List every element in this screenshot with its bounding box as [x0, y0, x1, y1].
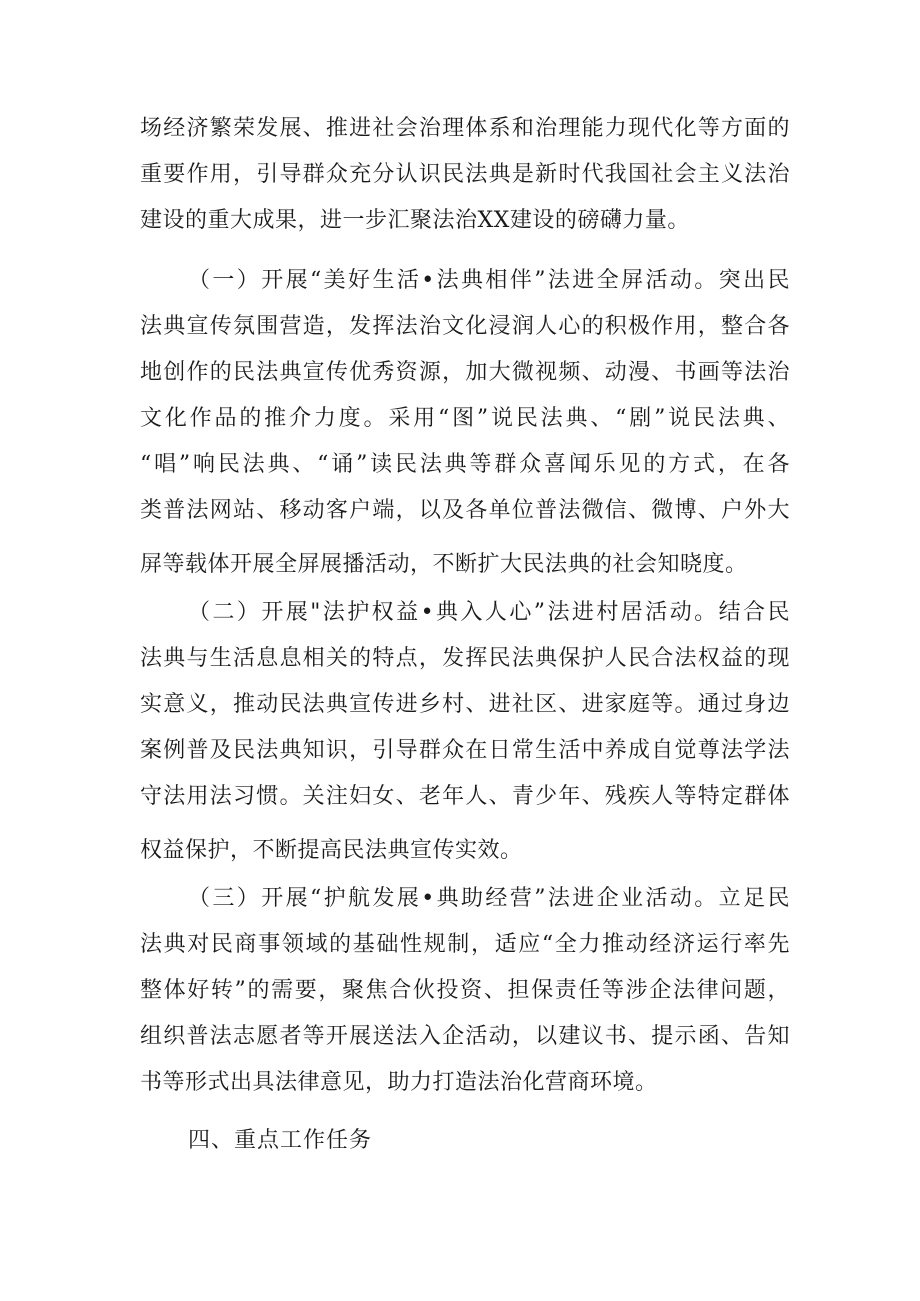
- paragraph-line: 组织普法志愿者等开展送法入企活动，以建议书、提示函、告知: [140, 1024, 790, 1049]
- paragraph-line: 书等形式出具法律意见，助力打造法治化营商环境。: [140, 1070, 658, 1095]
- paragraph-line: 重要作用，引导群众充分认识民法典是新时代我国社会主义法治: [140, 162, 790, 187]
- paragraph-line: （一）开展“美好生活•法典相伴”法进全屏活动。突出民: [188, 268, 790, 293]
- paragraph-line: 屏等载体开展全屏展播活动，不断扩大民法典的社会知晓度。: [140, 552, 748, 577]
- paragraph-line: 法典宣传氛围营造，发挥法治文化浸润人心的积极作用，整合各: [140, 314, 790, 339]
- paragraph-line: 守法用法习惯。关注妇女、老年人、青少年、残疾人等特定群体: [140, 784, 790, 809]
- paragraph-line: 法典与生活息息相关的特点，发挥民法典保护人民合法权益的现: [140, 646, 790, 671]
- paragraph-line: 案例普及民法典知识，引导群众在日常生活中养成自觉尊法学法: [140, 738, 790, 763]
- paragraph-line: 建设的重大成果，进一步汇聚法治XX建设的磅礴力量。: [140, 208, 690, 233]
- paragraph-line: （三）开展“护航发展•典助经营”法进企业活动。立足民: [188, 886, 790, 911]
- paragraph-line: 地创作的民法典宣传优秀资源，加大微视频、动漫、书画等法治: [140, 360, 790, 385]
- paragraph-line: 权益保护，不断提高民法典宣传实效。: [140, 838, 523, 863]
- paragraph-line: 文化作品的推介力度。采用“图”说民法典、“剧”说民法典、: [140, 406, 790, 431]
- section-heading: 四、重点工作任务: [188, 1128, 373, 1153]
- paragraph-line: 整体好转”的需要，聚焦合伙投资、担保责任等涉企法律问题，: [140, 978, 790, 1003]
- paragraph-line: 实意义，推动民法典宣传进乡村、进社区、进家庭等。通过身边: [140, 692, 790, 717]
- paragraph-line: 类普法网站、移动客户端，以及各单位普法微信、微博、户外大: [140, 498, 790, 523]
- paragraph-line: （二）开展"法护权益•典入人心”法进村居活动。结合民: [188, 600, 790, 625]
- paragraph-line: 场经济繁荣发展、推进社会治理体系和治理能力现代化等方面的: [140, 116, 790, 141]
- paragraph-line: “唱”响民法典、“诵”读民法典等群众喜闻乐见的方式，在各: [140, 452, 790, 477]
- paragraph-line: 法典对民商事领域的基础性规制，适应“全力推动经济运行率先: [140, 932, 790, 957]
